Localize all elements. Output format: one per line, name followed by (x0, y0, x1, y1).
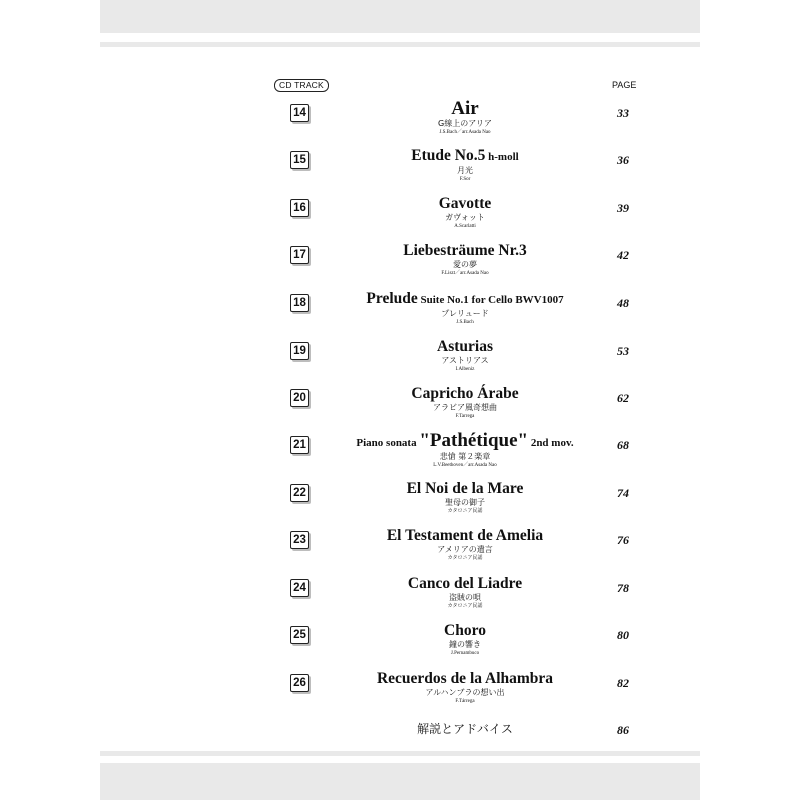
entry-title: El Noi de la Mare (406, 480, 524, 497)
entry-composer: F.Liszt／arr.Asada Nao (441, 271, 489, 276)
track-number: 15 (290, 151, 309, 169)
entry-origin: カタロニア民謡 (447, 604, 483, 609)
bottom-divider (100, 751, 700, 756)
entry-title: Canco del Liadre (407, 575, 523, 592)
entry-japanese-title: アラビア風奇想曲 (433, 403, 497, 412)
entry-title: Capricho Árabe (411, 385, 519, 402)
entry-composer: F.Tarrega (455, 414, 475, 419)
entry-japanese-title: 悲愴 第２楽章 (439, 452, 491, 461)
entry-page: 33 (617, 106, 629, 120)
entry-composer: J.S.Bach (456, 320, 474, 325)
entry-japanese-title: 聖母の御子 (445, 498, 485, 507)
entry-japanese-title: G線上のアリア (438, 119, 492, 128)
entry-page: 76 (617, 533, 629, 547)
entry-japanese-title: 鐘の響き (449, 640, 481, 649)
entry-japanese-title: プレリュード (441, 309, 489, 318)
track-number: 24 (290, 579, 309, 597)
entry-composer: J.Pernambuco (450, 651, 480, 656)
track-number: 16 (290, 199, 309, 217)
entry-page: 36 (617, 153, 629, 167)
entry-japanese-title: アルハンブラの想い出 (425, 688, 505, 697)
commentary-page: 86 (617, 723, 629, 737)
entry-japanese-title: アメリアの遺言 (437, 545, 493, 554)
entry-page: 62 (617, 391, 629, 405)
entry-title: Choro (444, 622, 486, 639)
entry-page: 82 (617, 676, 629, 690)
entry-origin: カタロニア民謡 (447, 509, 483, 514)
page-header: PAGE (612, 80, 637, 90)
entry-japanese-title: ガヴォット (445, 213, 485, 222)
entry-title: Gavotte (438, 195, 492, 212)
entry-composer: J.S.Bach／arr.Asada Nao (439, 130, 491, 135)
track-number: 14 (290, 104, 309, 122)
entry-page: 80 (617, 628, 629, 642)
entry-title: Etude No.5 h-moll (411, 147, 519, 164)
commentary-entry[interactable]: 解説とアドバイス (417, 722, 513, 736)
entry-page: 53 (617, 344, 629, 358)
track-number: 20 (290, 389, 309, 407)
track-number: 26 (290, 674, 309, 692)
entry-japanese-title: アストリアス (441, 356, 489, 365)
entry-composer: I.Albeniz (455, 367, 475, 372)
track-number: 21 (290, 436, 309, 454)
cd-track-header: CD TRACK (274, 79, 329, 92)
entry-page: 39 (617, 201, 629, 215)
entry-japanese-title: 月光 (457, 166, 473, 175)
track-number: 19 (290, 342, 309, 360)
entry-composer: L.V.Beethoven／arr.Asada Nao (433, 463, 497, 468)
track-number: 18 (290, 294, 309, 312)
entry-page: 68 (617, 438, 629, 452)
entry-title: Recuerdos de la Alhambra (376, 670, 554, 687)
entry-title: Prelude Suite No.1 for Cello BWV1007 (366, 290, 564, 307)
entry-composer: F.Tárrega (455, 699, 475, 704)
track-number: 22 (290, 484, 309, 502)
entry-composer: A.Scarlatti (454, 224, 476, 229)
top-gray-band (100, 0, 700, 33)
entry-title: Liebesträume Nr.3 (403, 242, 527, 259)
entry-page: 42 (617, 248, 629, 262)
entry-title: Asturias (437, 338, 493, 355)
entry-japanese-title: 盗賊の唄 (449, 593, 481, 602)
entry-title: El Testament de Amelia (386, 527, 544, 544)
entry-page: 78 (617, 581, 629, 595)
track-number: 25 (290, 626, 309, 644)
entry-title: Air (451, 98, 479, 119)
bottom-gray-band (100, 763, 700, 800)
entry-composer: F.Sor (459, 177, 471, 182)
top-divider (100, 42, 700, 47)
track-number: 17 (290, 246, 309, 264)
entry-title: Piano sonata "Pathétique" 2nd mov. (356, 430, 574, 451)
entry-origin: カタロニア民謡 (447, 556, 483, 561)
entry-page: 74 (617, 486, 629, 500)
entry-page: 48 (617, 296, 629, 310)
track-number: 23 (290, 531, 309, 549)
entry-japanese-title: 愛の夢 (453, 260, 477, 269)
